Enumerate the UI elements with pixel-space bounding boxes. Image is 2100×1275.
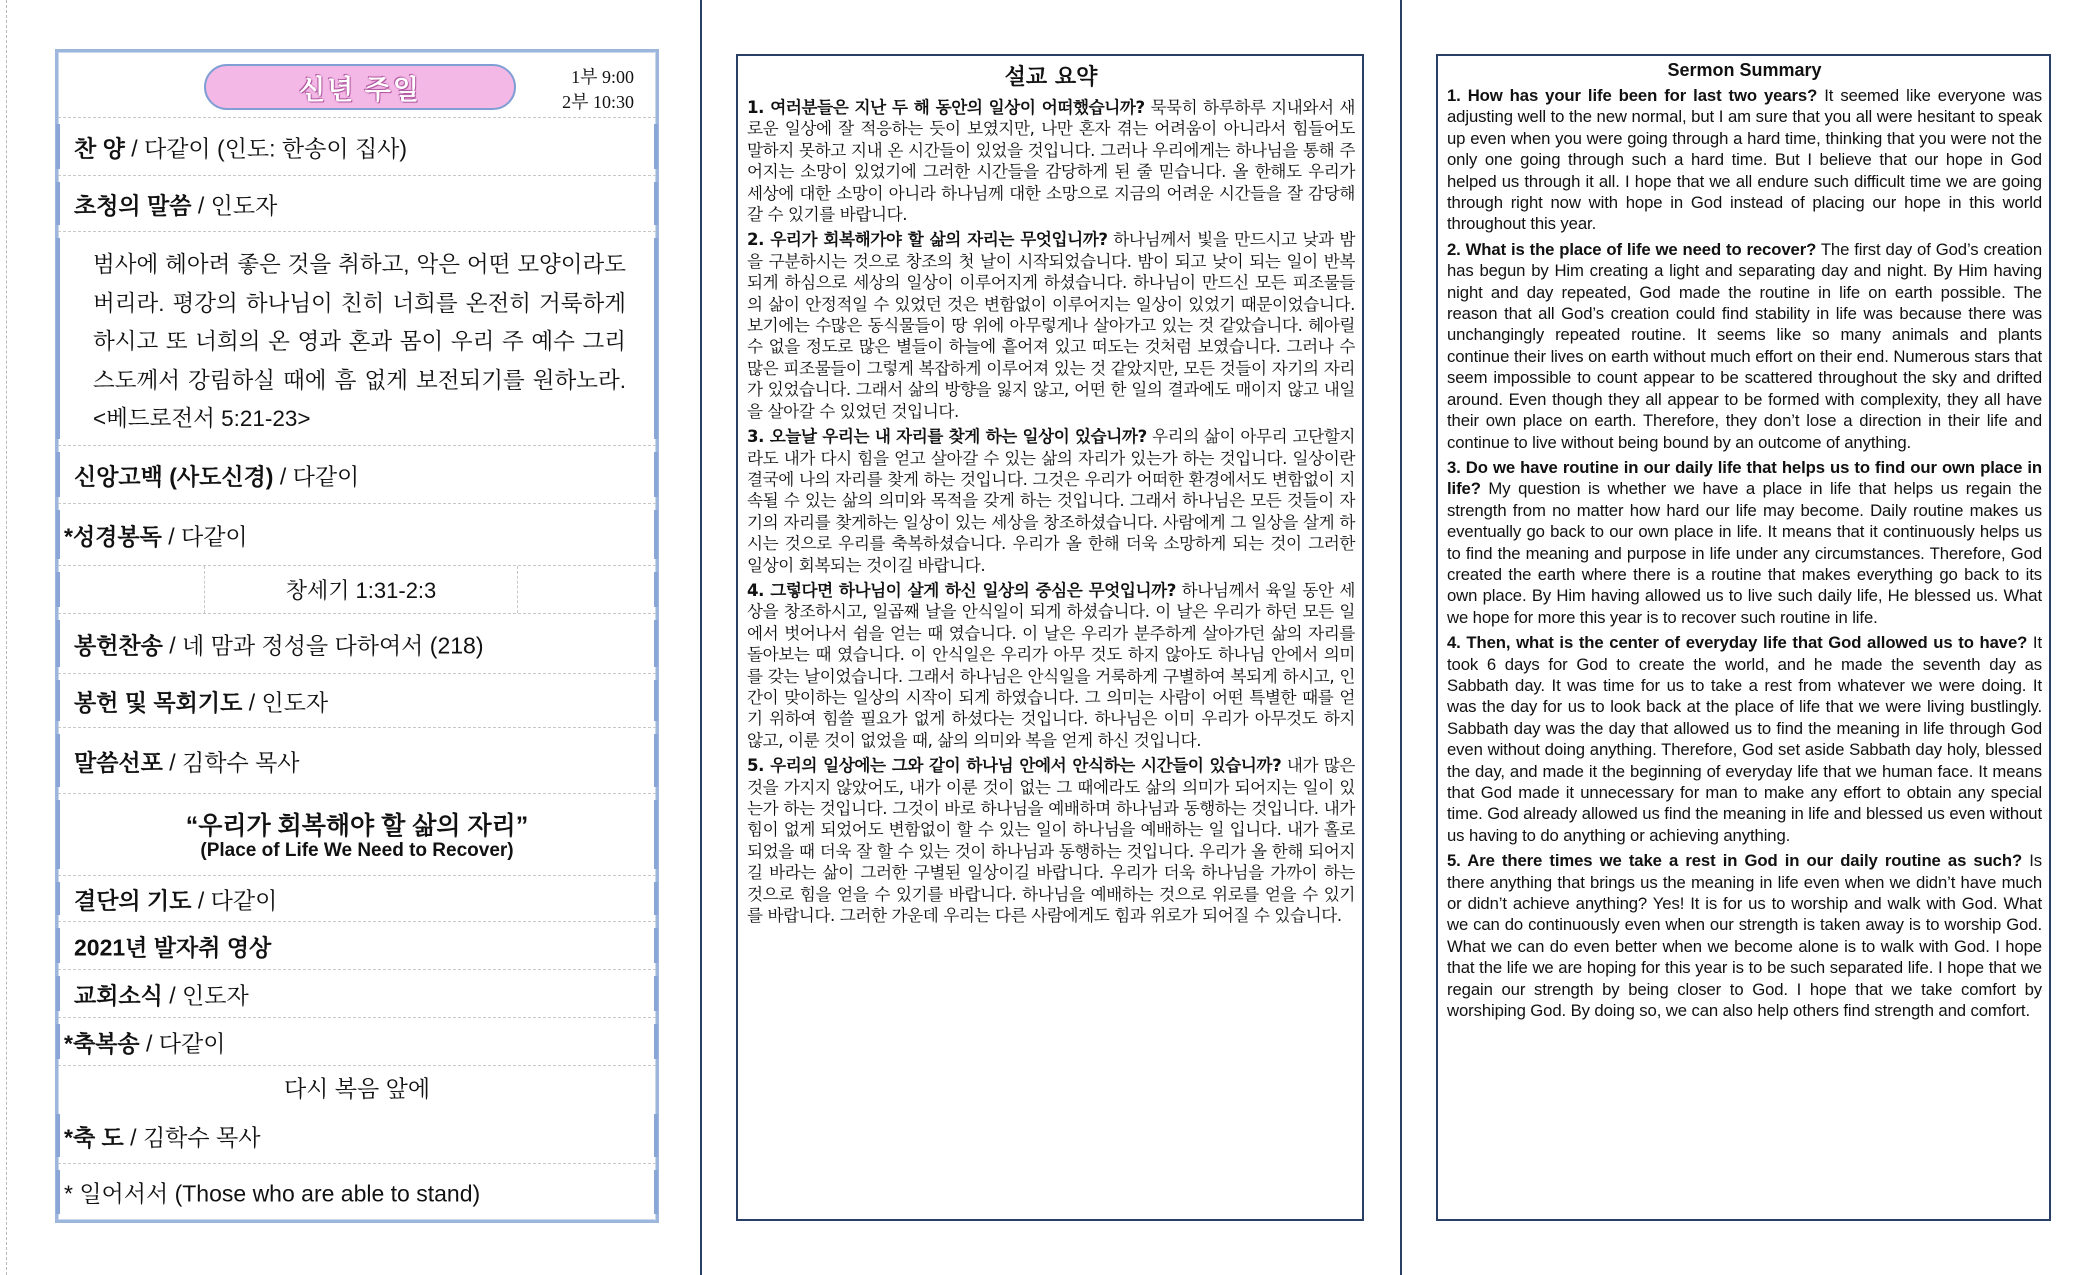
summary-en-paragraph: 4. Then, what is the center of everyday life that God allowed us to have? It took 6 days for God to create the world, and he made the seventh day as Sabbath day. It was time for us to take a rest from whatever we were doing. It was the day for us to look back at the place of life that we were living bustlingly. Sabbath day was the day that allowed us to find the meaning in life through God even without doing anything. Therefore, God set aside Sabbath day holy, blessed the day, and made it the beginning of everyday life that we human face. It means that God made it unnecessary for man to make any effort to obtain any special time. God already allowed us find the meaning in life and blessed us even without us having to do anything or achieving anything.	[1447, 633, 2042, 845]
order-creed	[58, 446, 656, 504]
summary-en-paragraph: 3. Do we have routine in our daily life that helps us to find our own place in life? My question is whether we have a place in life that helps us regain the strength from no matter how hard our life may become. Daily routine makes us eventually go back to our own place in life. It means that it continuously helps us to find the meaning and purpose in life under any circumstances. Therefore, God created the earth where there is a routine that makes everything go back to its own place. By Him having allowed us to live such daily life, He blessed us. What we hope for more this year is to recover such routine in life.	[1447, 457, 2042, 627]
order-resolution-detail: / 다같이	[191, 887, 278, 913]
order-benediction-detail: / 김학수 목사	[123, 1124, 261, 1150]
summary-ko-title: 설교 요약	[1004, 65, 1098, 90]
sermon-summary-english	[1436, 54, 2051, 1221]
service-time-1: 1부 9:00	[571, 67, 634, 87]
fold-line-1	[700, 0, 702, 1275]
order-offering-hymn-detail: / 네 맘과 정성을 다하여서 (218)	[162, 632, 484, 658]
service-header	[58, 52, 656, 118]
order-video	[58, 922, 656, 970]
order-offering-hymn	[58, 614, 656, 674]
order-invitation-label: 초청의 말씀	[74, 192, 192, 218]
order-invitation	[58, 176, 656, 232]
service-title: 신년 주일	[204, 64, 516, 110]
summary-ko-paragraph: 1. 여러분들은 지난 두 해 동안의 일상이 어떠했습니까? 묵묵히 하루하루 지내와서 새로운 일상에 잘 적응하는 듯이 보였지만, 나만 혼자 겪는 어려움이 아니라서 힘들어도 말하지 못하고 지내 온 시간들이 있었을 것입니다. 그러나 우리에게는 하나님을 통해 주어지는 소망이 있었기에 그러한 시간들을 감당하게 된 줄 믿습니다. 올 한해도 우리가 세상에 대한 소망이 아니라 하나님께 대한 소망으로 지금의 어려운 시간들을 잘 감당해 갈 수 있기를 바랍니다.	[747, 98, 1355, 225]
order-doxology-detail: / 다같이	[139, 1030, 226, 1056]
order-news	[58, 970, 656, 1018]
sermon-summary-korean	[736, 54, 1364, 1221]
order-of-service	[55, 49, 659, 1223]
order-video-label: 2021년 발자취 영상	[74, 934, 272, 960]
order-doxology	[58, 1018, 656, 1066]
order-news-detail: / 인도자	[162, 982, 249, 1008]
order-doxology-song	[58, 1066, 656, 1108]
invitation-scripture-text: 범사에 헤아려 좋은 것을 취하고, 악은 어떤 모양이라도 버리라. 평강의 하나님이 친히 너희를 온전히 거룩하게 하시고 또 너희의 온 영과 혼과 몸이 우리 주 예수 그리스도께서 강림하실 때에 흠 없게 보전되기를 원하노라. <베드로전서 5:21-23>	[93, 252, 626, 431]
order-sermon-detail: / 김학수 목사	[162, 749, 300, 775]
summary-ko-paragraph: 2. 우리가 회복해가야 할 삶의 자리는 무엇입니까? 하나님께서 빛을 만드시고 낮과 밤을 구분하시는 것으로 창조의 첫 날이 시작되었습니다. 밤이 되고 낮이 되는 일이 반복되게 하심으로 세상의 일상이 이루어지게 하셨습니다. 하나님이 만드신 모든 피조물들의 삶이 안정적일 수 있었던 것은 변함없이 이루어지는 일상이 있었기 때문이었습니다. 보기에는 수많은 동식물들이 땅 위에 아무렇게나 살아가고 있는 것 같았습니다. 헤아릴 수 없을 정도로 많은 별들이 하늘에 흩어져 있고 떠도는 것처럼 보였습니다. 그러나 수많은 피조물들이 그렇게 복잡하게 이루어져 있는 것 같았지만, 모든 것들이 자기의 자리가 있었습니다. 그래서 삶의 방향을 잃지 않고, 어떤 한 일의 결과에도 매이지 않고 내일을 살아갈 수 있었던 것입니다.	[747, 230, 1355, 421]
stand-note-row	[58, 1164, 656, 1220]
order-offering-prayer-label: 봉헌 및 목회기도	[74, 689, 243, 715]
service-time-2: 2부 10:30	[562, 92, 634, 112]
sermon-title	[58, 794, 656, 876]
order-benediction	[58, 1108, 656, 1164]
summary-ko-paragraph: 3. 오늘날 우리는 내 자리를 찾게 하는 일상이 있습니까? 우리의 삶이 아무리 고단할지라도 내가 다시 힘을 얻고 살아갈 수 있는 삶의 자리가 있는가 하는 것입니다. 일상이란 결국에 나의 자리를 찾게 하는 것입니다. 그것은 우리가 어떠한 환경에서도 변함없이 지속될 수 있는 삶의 의미와 목적을 갖게 하는 것입니다. 그래서 하나님은 모든 것들이 자기의 자리를 찾게하는 일상이 있는 세상을 창조하셨습니다. 사람에게 그 일상을 살게 하시는 것으로 우리를 축복하셨습니다. 우리가 올 한해 더욱 소망하게 되는 것이 그러한 일상이 회복되는 것이길 바랍니다.	[747, 427, 1355, 575]
order-reading	[58, 504, 656, 566]
summary-en-paragraph: 2. What is the place of life we need to recover? The first day of God’s creation has begun by Him creating a light and separating day and night. By Him having night and day repeated, God made the routine in life on earth possible. The reason that all God’s creation could find stability in life was because there was unchangingly repeated routine. It seems like so many animals and plants continue their lives on earth without much effort on their end. Numerous stars that seem impossible to count appear to be scattered throughout the sky and drifted around. Even though they all appear to be formed with complexity, they all have their own place on earth. Therefore, they don’t lose a direction in their life and continue to live without being bound by an outcome of anything.	[1447, 239, 2043, 452]
bible-reference: 창세기 1:31-2:3	[204, 566, 518, 613]
order-hymn-label: 찬 양	[74, 135, 125, 161]
order-reading-ref	[58, 566, 656, 614]
order-offering-hymn-label: 봉헌찬송	[74, 632, 163, 658]
order-resolution-label: 결단의 기도	[74, 887, 192, 913]
fold-line-2	[1400, 0, 1402, 1275]
summary-en-paragraph: 5. Are there times we take a rest in God in our daily routine as such? Is there anything that brings us the meaning in life even when we didn’t have much or didn’t achieve anything? Yes! It is for us to worship and walk with God. What we can do continuously even when our strength is taken away is to worship God. What we can do even better when we become alone is to walk with God. I hope that the life we are hoping for this year is to be such separated life. I hope that we regain our strength by being closer to God. I hope that we take comfort by worshiping God. By doing so, we can also help others find strength and comfort.	[1447, 851, 2042, 1021]
summary-en-paragraph: 1. How has your life been for last two years? It seemed like everyone was adjusting well to the new normal, but I am sure that you all were hesitant to speak up even when you were going through a hard time, thinking that you were not the only one going through such a hard time. But I believe that our hope in God helped us through it all. I hope that we all endure such difficult time we are going through right now with hope in God instead of placing our hope in this world throughout this year.	[1447, 86, 2043, 234]
order-hymn	[58, 118, 656, 176]
order-creed-label: 신앙고백 (사도신경)	[74, 463, 274, 489]
summary-ko-paragraph: 4. 그렇다면 하나님이 살게 하신 일상의 중심은 무엇입니까? 하나님께서 육일 동안 세상을 창조하시고, 일곱째 날을 안식일이 되게 하셨습니다. 이 날은 우리가 하던 모든 일에서 벗어나서 쉼을 얻는 때 였습니다. 이 날은 우리가 분주하게 살아가던 삶의 자리를 돌아보는 때 였습니다. 이 안식일은 우리가 아무 것도 하지 않아도 하나님 안에서 의미를 갖는 날이었습니다. 그래서 하나님은 안식일을 거룩하게 구별하여 복되게 하시고, 인간이 맞이하는 일상의 시작이 되게 하였습니다. 그 의미는 사람이 어떤 특별한 때를 얻기 위하여 힘쓸 필요가 없게 하셨다는 것입니다. 하나님은 이미 우리가 아무것도 하지 않고, 이룬 것이 없었을 때, 삶의 의미와 복을 얻게 하신 것입니다.	[747, 580, 1355, 750]
order-news-label: 교회소식	[74, 982, 163, 1008]
order-invitation-detail: / 인도자	[191, 192, 278, 218]
order-hymn-detail: / 다같이 (인도: 한송이 집사)	[124, 135, 408, 161]
order-reading-detail: / 다같이	[161, 523, 248, 549]
doxology-song-title: 다시 복음 앞에	[283, 1075, 431, 1102]
order-doxology-label: *축복송	[64, 1030, 140, 1056]
order-offering-prayer	[58, 674, 656, 728]
stand-note: * 일어서서 (Those who are able to stand)	[64, 1180, 481, 1207]
sermon-title-english: (Place of Life We Need to Recover)	[200, 840, 514, 861]
order-sermon	[58, 728, 656, 794]
sermon-title-korean: “우리가 회복해야 할 삶의 자리”	[185, 812, 529, 840]
summary-ko-paragraph: 5. 우리의 일상에는 그와 같이 하나님 안에서 안식하는 시간들이 있습니까? 내가 많은 것을 가지지 않았어도, 내가 이룬 것이 없는 그 때에라도 삶의 의미가 되어지는 일이 있는가 하는 것입니다. 그것이 바로 하나님을 예배하며 하나님과 동행하는 것입니다. 내가 힘이 없게 되었어도 변함없이 할 수 있는 일이 하나님을 예배하는 일 입니다. 내가 홀로 되었을 때 더욱 잘 할 수 있는 것이 하나님과 동행하는 것입니다. 우리가 올 한해 되어지길 바라는 삶이 그러한 구별된 일상이길 바랍니다. 우리가 더욱 하나님을 가까이 하는 것으로 힘을 얻을 수 있기를 바랍니다. 하나님을 예배하는 것으로 위로를 얻을 수 있기를 바랍니다. 그러한 가운데 우리는 다른 사람에게도 힘과 위로가 되어질 수 있습니다.	[747, 756, 1355, 926]
order-sermon-label: 말씀선포	[74, 749, 163, 775]
order-benediction-label: *축 도	[64, 1124, 124, 1150]
order-creed-detail: / 다같이	[273, 463, 360, 489]
order-offering-prayer-detail: / 인도자	[242, 689, 329, 715]
order-resolution	[58, 876, 656, 922]
invitation-scripture	[58, 232, 656, 446]
page-edge-left	[6, 0, 7, 1275]
summary-en-title: Sermon Summary	[1667, 60, 1822, 80]
order-reading-label: *성경봉독	[64, 523, 162, 549]
